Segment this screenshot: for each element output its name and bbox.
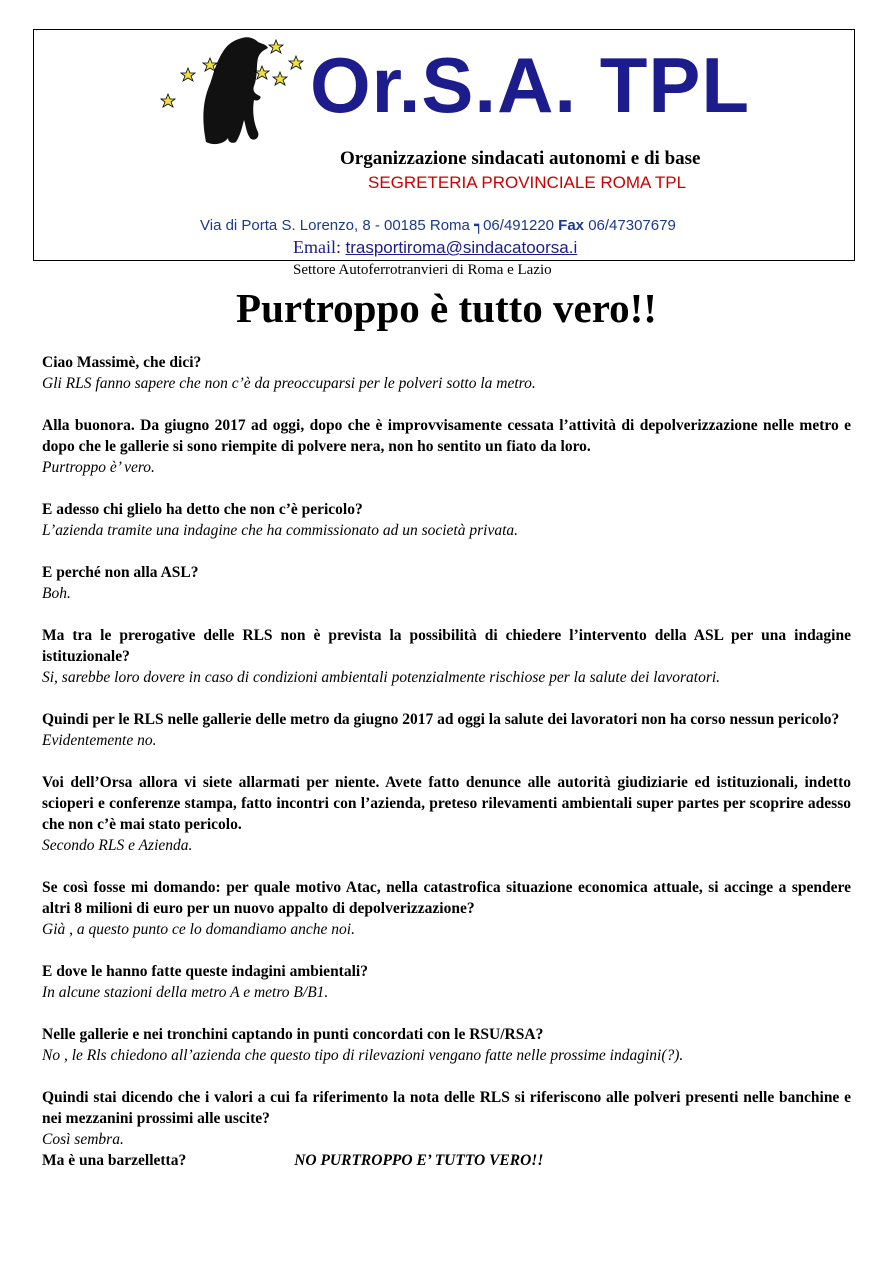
organization-name: Organizzazione sindacati autonomi e di base bbox=[340, 148, 701, 169]
question: E adesso chi glielo ha detto che non c’è pericolo? bbox=[42, 501, 363, 518]
answer: Boh. bbox=[42, 585, 71, 602]
bear-logo-icon bbox=[158, 32, 308, 150]
answer: Purtroppo è’ vero. bbox=[42, 459, 155, 476]
qa-item bbox=[42, 772, 851, 856]
star-icon bbox=[161, 94, 175, 107]
question: E dove le hanno fatte queste indagini ambientali? bbox=[42, 963, 368, 980]
email-link[interactable]: trasportiroma@sindacatoorsa.i bbox=[345, 238, 578, 257]
answer: L’azienda tramite una indagine che ha commissionato ad un società privata. bbox=[42, 522, 519, 539]
answer: Così sembra. bbox=[42, 1131, 124, 1148]
answer: Già , a questo punto ce lo domandiamo anche noi. bbox=[42, 921, 355, 938]
page-title: Purtroppo è tutto vero!! bbox=[236, 285, 657, 331]
qa-item bbox=[42, 625, 851, 688]
qa-item bbox=[42, 562, 851, 604]
question: E perché non alla ASL? bbox=[42, 564, 199, 581]
qa-item bbox=[42, 709, 851, 751]
star-icon bbox=[181, 68, 195, 81]
star-icon bbox=[273, 72, 287, 85]
final-question: Ma è una barzelletta? bbox=[42, 1152, 187, 1169]
question: Quindi stai dicendo che i valori a cui fa riferimento la nota delle RLS si riferiscono alle polveri presenti nelle banchine e nei mezzanini prossimi alle uscite? bbox=[42, 1089, 851, 1127]
answer: No , le Rls chiedono all’azienda che questo tipo di rilevazioni vengano fatte nelle prossime indagini(?). bbox=[42, 1047, 684, 1064]
fax-label: Fax bbox=[558, 217, 585, 234]
settore-label: Settore Autoferrotranvieri di Roma e Lazio bbox=[293, 262, 552, 278]
question: Alla buonora. Da giugno 2017 ad oggi, dopo che è improvvisamente cessata l’attività di depolverizzazione nelle metro e dopo che le gallerie si sono riempite di polvere nera, non ho sentito un fiato da loro. bbox=[42, 417, 851, 455]
qa-item bbox=[42, 499, 851, 541]
answer: Secondo RLS e Azienda. bbox=[42, 837, 193, 854]
qa-list bbox=[42, 352, 851, 1171]
answer: Evidentemente no. bbox=[42, 732, 157, 749]
qa-item bbox=[42, 961, 851, 1003]
bear-silhouette bbox=[203, 37, 268, 144]
question: Ma tra le prerogative delle RLS non è prevista la possibilità di chiedere l’intervento della ASL per una indagine istituzionale? bbox=[42, 627, 851, 665]
star-icon bbox=[255, 66, 269, 79]
final-line bbox=[42, 1150, 851, 1171]
qa-item bbox=[42, 1087, 851, 1150]
answer: Gli RLS fanno sapere che non c’è da preoccuparsi per le polveri sotto la metro. bbox=[42, 375, 536, 392]
qa-item bbox=[42, 352, 851, 394]
phone-number: 06/491220 bbox=[483, 217, 554, 234]
qa-item bbox=[42, 1024, 851, 1066]
final-answer: NO PURTROPPO E’ TUTTO VERO!! bbox=[294, 1152, 544, 1169]
question: Quindi per le RLS nelle gallerie delle metro da giugno 2017 ad oggi la salute dei lavoratori non ha corso nessun pericolo? bbox=[42, 711, 840, 728]
phone-icon: ┑ bbox=[474, 217, 484, 234]
email-label: Email: bbox=[293, 237, 341, 257]
question: Voi dell’Orsa allora vi siete allarmati per niente. Avete fatto denunce alle autorità giudiziarie ed istituzionali, indetto scioperi e conferenze stampa, fatto incontri con l’azienda, preteso rilevamenti ambientali super partes per scoprire adesso che non c’è mai stato pericolo. bbox=[42, 774, 851, 833]
question: Nelle gallerie e nei tronchini captando in punti concordati con le RSU/RSA? bbox=[42, 1026, 544, 1043]
qa-item bbox=[42, 877, 851, 940]
logo-text: Or.S.A. TPL bbox=[310, 41, 751, 129]
fax-number: 06/47307679 bbox=[588, 217, 676, 234]
question: Ciao Massimè, che dici? bbox=[42, 354, 202, 371]
qa-item bbox=[42, 415, 851, 478]
segreteria-label: SEGRETERIA PROVINCIALE ROMA TPL bbox=[368, 173, 687, 192]
question: Se così fosse mi domando: per quale motivo Atac, nella catastrofica situazione economica attuale, si accinge a spendere altri 8 milioni di euro per un nuovo appalto di depolverizzazione? bbox=[42, 879, 851, 917]
star-icon bbox=[269, 40, 283, 53]
address: Via di Porta S. Lorenzo, 8 - 00185 Roma bbox=[200, 217, 470, 234]
contact-line bbox=[200, 216, 676, 234]
email-line bbox=[293, 237, 577, 258]
answer: Si, sarebbe loro dovere in caso di condizioni ambientali potenzialmente rischiose per la salute dei lavoratori. bbox=[42, 669, 721, 686]
star-icon bbox=[289, 56, 303, 69]
answer: In alcune stazioni della metro A e metro B/B1. bbox=[42, 984, 329, 1001]
